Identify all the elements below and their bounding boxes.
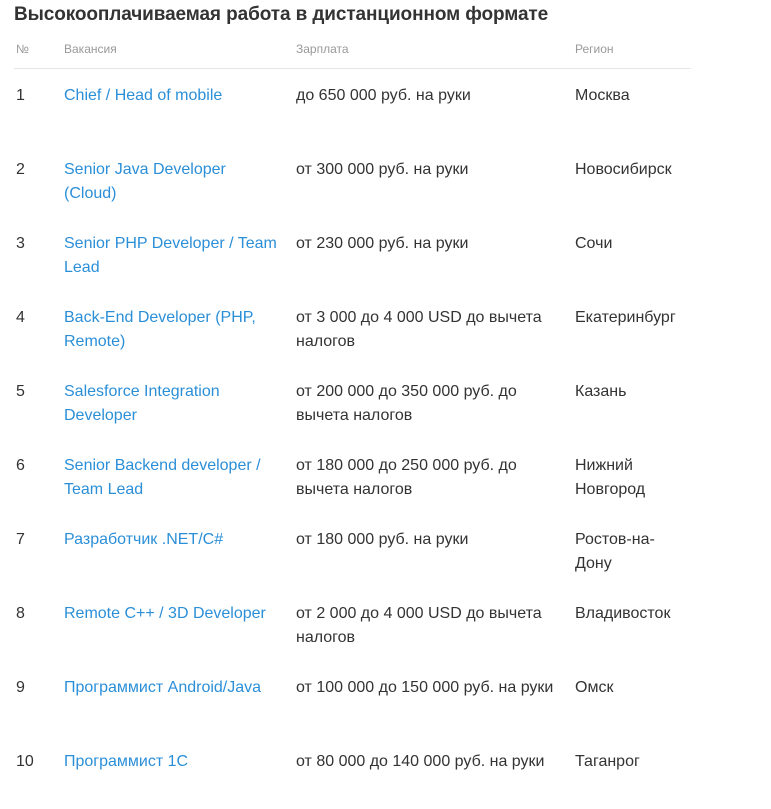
row-number: 7 — [16, 531, 25, 548]
table-row — [14, 661, 691, 735]
table-row — [14, 587, 691, 661]
region-text: Нижний Новгород — [575, 457, 646, 498]
vacancy-link[interactable]: Remote C++ / 3D Developer — [64, 605, 266, 622]
region-text: Омск — [575, 679, 614, 696]
salary-text: от 2 000 до 4 000 USD до вычета налогов — [296, 605, 542, 646]
vacancy-link[interactable]: Senior Java Developer (Cloud) — [64, 161, 226, 202]
column-header-number: № — [16, 42, 29, 56]
salary-text: от 3 000 до 4 000 USD до вычета налогов — [296, 309, 542, 350]
region-text: Сочи — [575, 235, 613, 252]
region-text: Екатеринбург — [575, 309, 676, 326]
vacancy-link[interactable]: Программист 1С — [64, 753, 189, 770]
column-header-vacancy: Вакансия — [64, 42, 117, 56]
table-row — [14, 735, 691, 809]
region-text: Казань — [575, 383, 627, 400]
region-text: Таганрог — [575, 753, 640, 770]
table-row — [14, 439, 691, 513]
region-text: Владивосток — [575, 605, 671, 622]
vacancy-link[interactable]: Chief / Head of mobile — [64, 87, 223, 104]
salary-text: до 650 000 руб. на руки — [296, 87, 471, 104]
vacancy-link[interactable]: Разработчик .NET/C# — [64, 531, 224, 548]
table-row — [14, 365, 691, 439]
row-number: 3 — [16, 235, 25, 252]
row-number: 4 — [16, 309, 25, 326]
row-number: 1 — [16, 87, 25, 104]
vacancy-link[interactable]: Программист Android/Java — [64, 679, 262, 696]
salary-text: от 100 000 до 150 000 руб. на руки — [296, 679, 554, 696]
vacancies-table — [14, 36, 691, 809]
vacancy-link[interactable]: Back-End Developer (PHP, Remote) — [64, 309, 256, 350]
row-number: 8 — [16, 605, 25, 622]
salary-text: от 180 000 руб. на руки — [296, 531, 469, 548]
table-row — [14, 513, 691, 587]
salary-text: от 200 000 до 350 000 руб. до вычета налогов — [296, 383, 517, 424]
vacancy-link[interactable]: Salesforce Integration Developer — [64, 383, 220, 424]
column-header-region: Регион — [575, 42, 614, 56]
row-number: 10 — [16, 753, 34, 770]
salary-text: от 80 000 до 140 000 руб. на руки — [296, 753, 545, 770]
row-number: 5 — [16, 383, 25, 400]
row-number: 6 — [16, 457, 25, 474]
table-row — [14, 217, 691, 291]
table-row — [14, 69, 691, 143]
salary-text: от 230 000 руб. на руки — [296, 235, 469, 252]
row-number: 2 — [16, 161, 25, 178]
row-number: 9 — [16, 679, 25, 696]
region-text: Москва — [575, 87, 630, 104]
vacancy-link[interactable]: Senior PHP Developer / Team Lead — [64, 235, 277, 276]
table-row — [14, 143, 691, 217]
salary-text: от 300 000 руб. на руки — [296, 161, 469, 178]
region-text: Новосибирск — [575, 161, 672, 178]
vacancy-link[interactable]: Senior Backend developer / Team Lead — [64, 457, 261, 498]
column-header-salary: Зарплата — [296, 42, 349, 56]
page-title: Высокооплачиваемая работа в дистанционном формате — [14, 4, 549, 25]
salary-text: от 180 000 до 250 000 руб. до вычета налогов — [296, 457, 517, 498]
table-row — [14, 291, 691, 365]
region-text: Ростов-на-Дону — [575, 531, 655, 572]
table-header — [14, 36, 691, 69]
